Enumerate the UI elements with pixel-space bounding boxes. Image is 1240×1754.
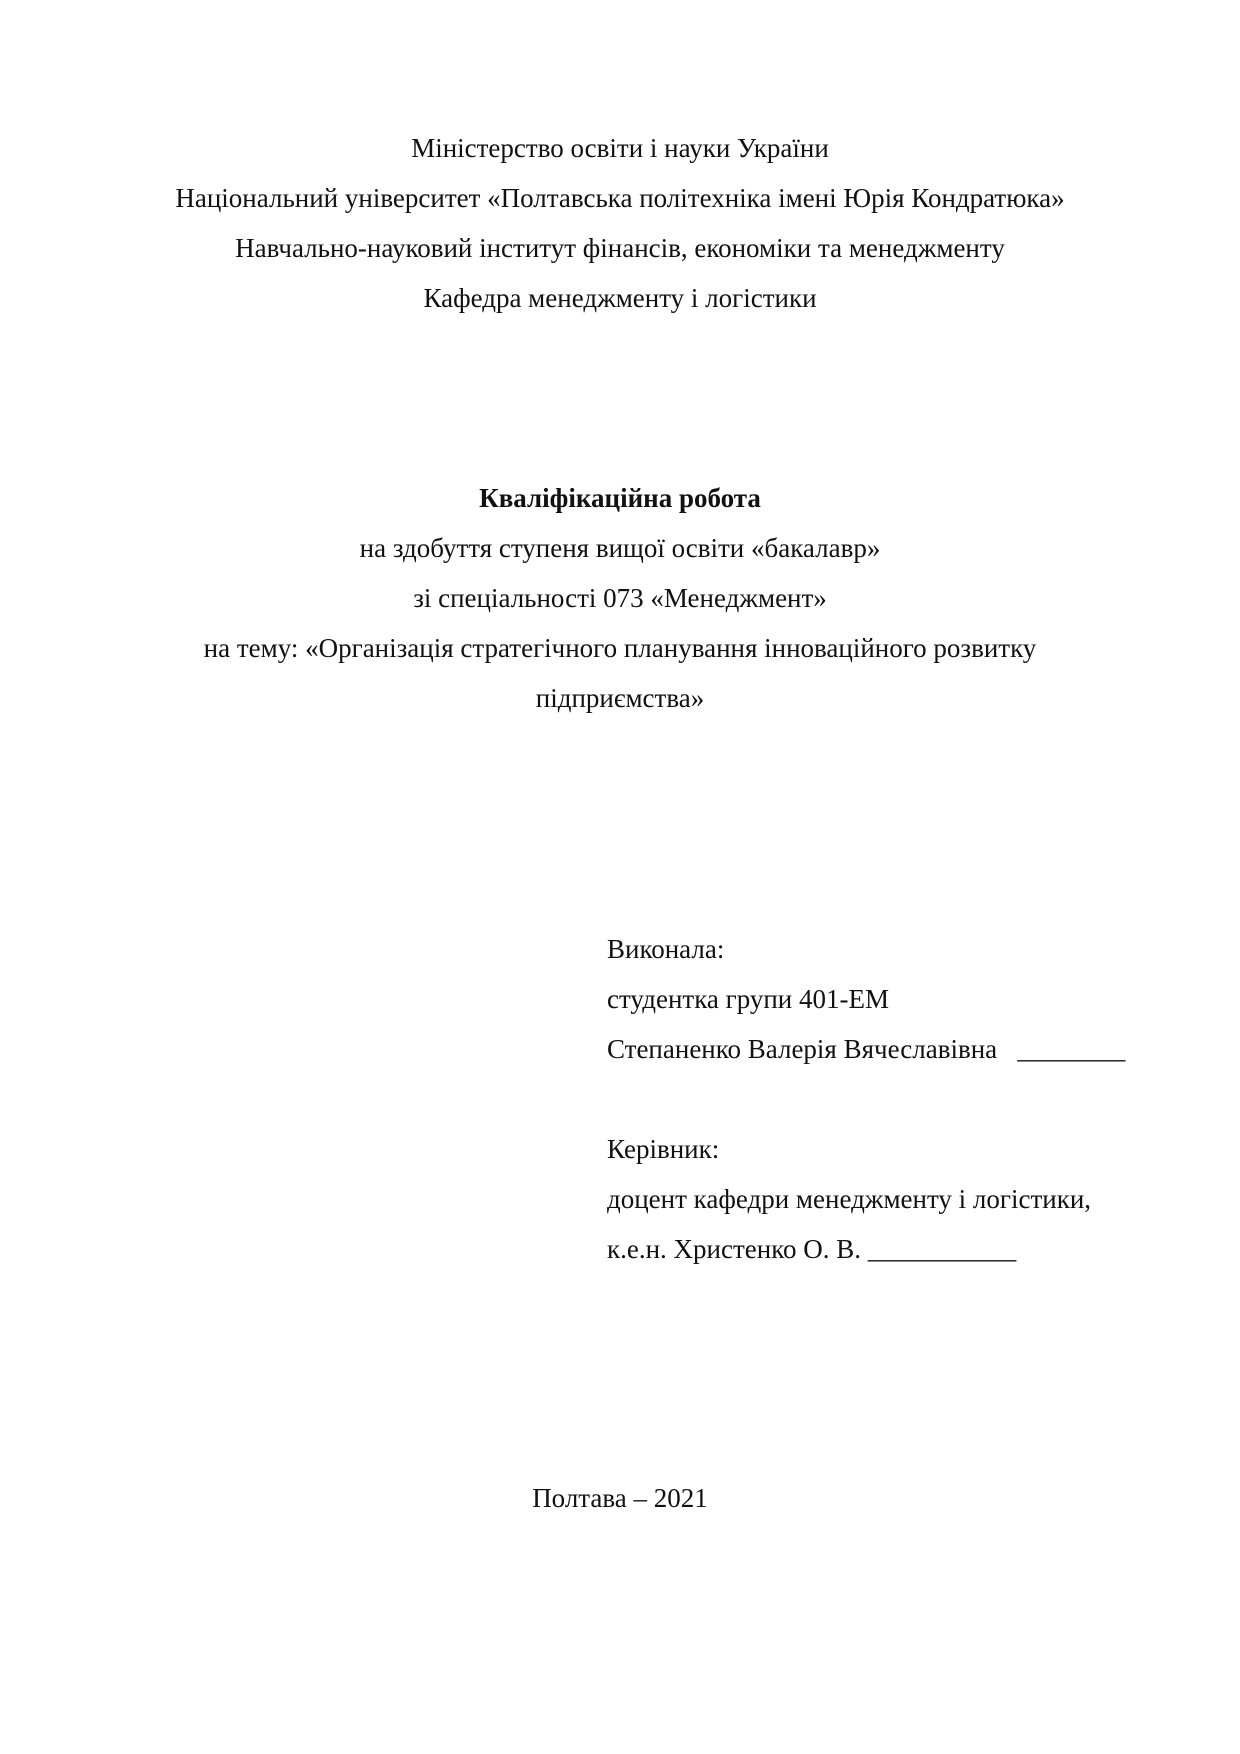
work-title: Кваліфікаційна робота xyxy=(479,483,761,513)
author-label: Виконала: xyxy=(607,934,725,964)
specialty-line: зі спеціальності 073 «Менеджмент» xyxy=(413,583,827,613)
city-year: Полтава – 2021 xyxy=(532,1483,708,1513)
supervisor-name: к.е.н. Христенко О. В. xyxy=(607,1234,861,1264)
supervisor-signature-blank: ___________ xyxy=(867,1234,1017,1264)
degree-line: на здобуття ступеня вищої освіти «бакалавр» xyxy=(359,533,881,563)
topic-line-2: підприємства» xyxy=(535,683,705,713)
institute-line: Навчально-науковий інститут фінансів, економіки та менеджменту xyxy=(235,233,1005,263)
university-line: Національний університет «Полтавська політехніка імені Юрія Кондратюка» xyxy=(175,183,1065,213)
author-name: Степаненко Валерія Вячеславівна xyxy=(607,1034,998,1064)
supervisor-name-row xyxy=(607,1233,1016,1265)
supervisor-label: Керівник: xyxy=(607,1134,720,1164)
ministry-line: Міністерство освіти і науки України xyxy=(411,133,829,163)
topic-line-1: на тему: «Організація стратегічного планування інноваційного розвитку xyxy=(203,633,1037,663)
author-signature-blank: ________ xyxy=(1017,1034,1126,1064)
author-group: студентка групи 401-ЕМ xyxy=(607,984,889,1014)
department-line: Кафедра менеджменту і логістики xyxy=(423,283,817,313)
author-name-row xyxy=(607,1033,1125,1065)
supervisor-position: доцент кафедри менеджменту і логістики, xyxy=(607,1184,1092,1214)
